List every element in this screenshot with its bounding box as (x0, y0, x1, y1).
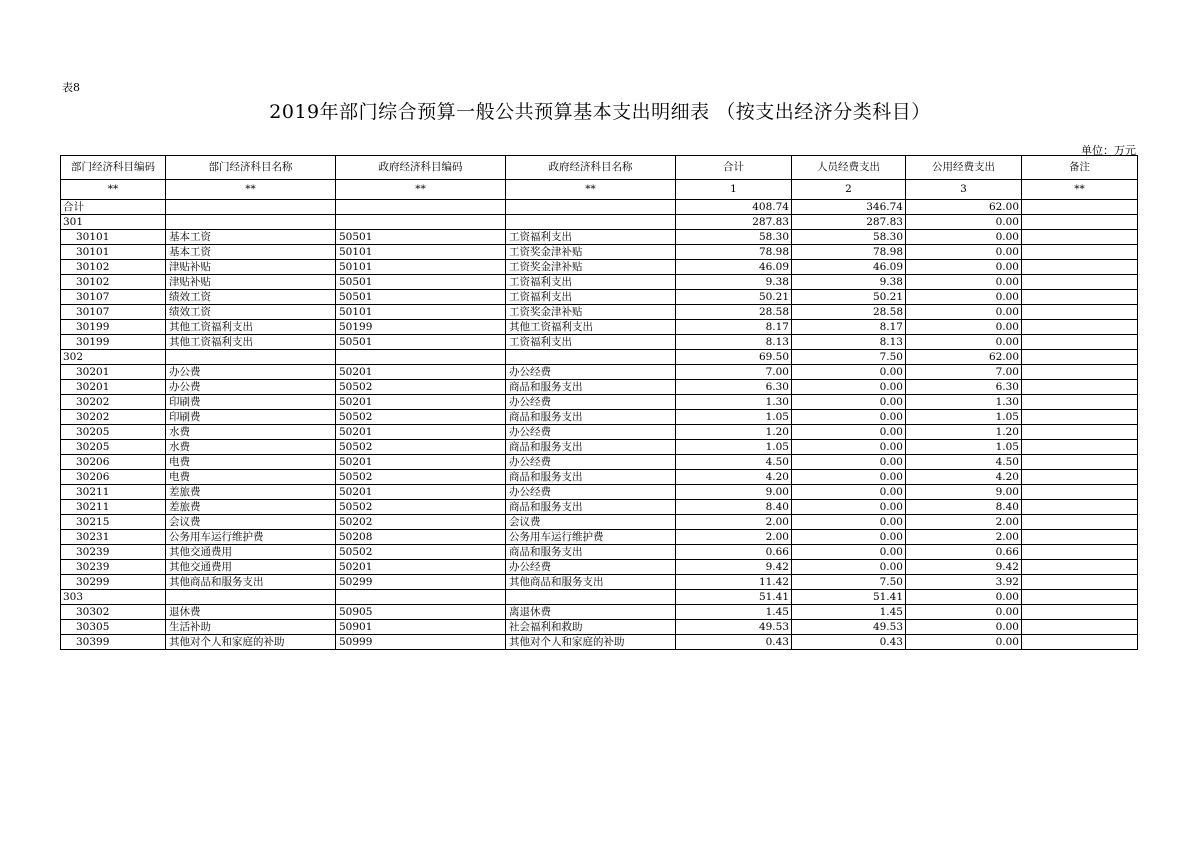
dept-code-cell: 30215 (61, 515, 166, 530)
table-row (61, 290, 1138, 305)
gov-name-cell: 办公经费 (506, 395, 676, 410)
gov-name-cell: 办公经费 (506, 560, 676, 575)
table-row (61, 575, 1138, 590)
total-cell: 0.43 (676, 635, 792, 650)
dept-code-cell: 30399 (61, 635, 166, 650)
dept-code-cell: 30239 (61, 545, 166, 560)
dept-code-cell: 30239 (61, 560, 166, 575)
dept-name-cell: 电费 (166, 455, 336, 470)
dept-code-cell: 301 (61, 215, 166, 230)
personnel-cell: 50.21 (792, 290, 906, 305)
personnel-cell: 0.00 (792, 485, 906, 500)
dept-name-cell: 基本工资 (166, 245, 336, 260)
dept-code-cell: 30199 (61, 335, 166, 350)
note-cell (1022, 350, 1138, 365)
gov-code-cell: 50101 (336, 260, 506, 275)
dept-name-cell: 绩效工资 (166, 290, 336, 305)
gov-name-cell: 办公经费 (506, 455, 676, 470)
gov-name-cell: 工资奖金津补贴 (506, 305, 676, 320)
public-cell: 1.05 (906, 410, 1022, 425)
public-cell: 0.00 (906, 620, 1022, 635)
index-cell: ** (61, 180, 166, 200)
public-cell: 0.00 (906, 215, 1022, 230)
total-cell: 58.30 (676, 230, 792, 245)
header-cell: 政府经济科目名称 (506, 156, 676, 180)
note-cell (1022, 560, 1138, 575)
dept-code-cell: 30201 (61, 380, 166, 395)
table-row (61, 335, 1138, 350)
gov-code-cell (336, 215, 506, 230)
total-cell: 408.74 (676, 200, 792, 215)
gov-code-cell: 50201 (336, 455, 506, 470)
table-row (61, 215, 1138, 230)
header-cell: 公用经费支出 (906, 156, 1022, 180)
dept-name-cell: 津贴补贴 (166, 275, 336, 290)
total-cell: 2.00 (676, 530, 792, 545)
gov-code-cell: 50101 (336, 305, 506, 320)
gov-code-cell: 50501 (336, 335, 506, 350)
personnel-cell: 0.00 (792, 470, 906, 485)
dept-name-cell: 办公费 (166, 380, 336, 395)
personnel-cell: 0.00 (792, 410, 906, 425)
personnel-cell: 9.38 (792, 275, 906, 290)
gov-name-cell: 商品和服务支出 (506, 410, 676, 425)
public-cell: 62.00 (906, 200, 1022, 215)
table-row (61, 515, 1138, 530)
dept-code-cell: 30199 (61, 320, 166, 335)
note-cell (1022, 275, 1138, 290)
total-cell: 1.05 (676, 440, 792, 455)
personnel-cell: 78.98 (792, 245, 906, 260)
gov-code-cell: 50101 (336, 245, 506, 260)
dept-code-cell: 30305 (61, 620, 166, 635)
personnel-cell: 346.74 (792, 200, 906, 215)
personnel-cell: 287.83 (792, 215, 906, 230)
gov-code-cell: 50202 (336, 515, 506, 530)
public-cell: 6.30 (906, 380, 1022, 395)
total-cell: 9.42 (676, 560, 792, 575)
note-cell (1022, 605, 1138, 620)
gov-name-cell: 商品和服务支出 (506, 440, 676, 455)
public-cell: 2.00 (906, 530, 1022, 545)
gov-name-cell: 会议费 (506, 515, 676, 530)
gov-name-cell: 其他对个人和家庭的补助 (506, 635, 676, 650)
note-cell (1022, 305, 1138, 320)
table-row (61, 350, 1138, 365)
total-cell: 11.42 (676, 575, 792, 590)
total-cell: 8.40 (676, 500, 792, 515)
note-cell (1022, 545, 1138, 560)
header-cell: 部门经济科目编码 (61, 156, 166, 180)
note-cell (1022, 515, 1138, 530)
dept-code-cell: 30202 (61, 395, 166, 410)
dept-name-cell: 其他商品和服务支出 (166, 575, 336, 590)
dept-code-cell: 30102 (61, 275, 166, 290)
personnel-cell: 58.30 (792, 230, 906, 245)
public-cell: 0.00 (906, 275, 1022, 290)
personnel-cell: 1.45 (792, 605, 906, 620)
public-cell: 4.50 (906, 455, 1022, 470)
dept-name-cell: 电费 (166, 470, 336, 485)
gov-code-cell: 50502 (336, 440, 506, 455)
public-cell: 0.00 (906, 320, 1022, 335)
personnel-cell: 0.00 (792, 545, 906, 560)
personnel-cell: 0.00 (792, 440, 906, 455)
index-cell: ** (166, 180, 336, 200)
gov-code-cell: 50501 (336, 290, 506, 305)
index-cell: ** (506, 180, 676, 200)
dept-name-cell (166, 350, 336, 365)
dept-name-cell: 差旅费 (166, 485, 336, 500)
dept-name-cell: 会议费 (166, 515, 336, 530)
personnel-cell: 46.09 (792, 260, 906, 275)
dept-code-cell: 30102 (61, 260, 166, 275)
personnel-cell: 0.00 (792, 560, 906, 575)
gov-name-cell: 商品和服务支出 (506, 470, 676, 485)
index-cell: 2 (792, 180, 906, 200)
public-cell: 2.00 (906, 515, 1022, 530)
dept-name-cell: 津贴补贴 (166, 260, 336, 275)
gov-code-cell: 50208 (336, 530, 506, 545)
personnel-cell: 0.00 (792, 425, 906, 440)
public-cell: 0.00 (906, 590, 1022, 605)
gov-code-cell: 50201 (336, 560, 506, 575)
gov-name-cell: 工资福利支出 (506, 230, 676, 245)
dept-name-cell: 其他工资福利支出 (166, 320, 336, 335)
table-row (61, 620, 1138, 635)
table-row (61, 425, 1138, 440)
dept-code-cell: 30101 (61, 245, 166, 260)
public-cell: 0.00 (906, 335, 1022, 350)
note-cell (1022, 290, 1138, 305)
dept-name-cell: 生活补助 (166, 620, 336, 635)
public-cell: 0.00 (906, 245, 1022, 260)
dept-code-cell: 30101 (61, 230, 166, 245)
total-cell: 8.17 (676, 320, 792, 335)
gov-code-cell (336, 350, 506, 365)
personnel-cell: 51.41 (792, 590, 906, 605)
table-row (61, 305, 1138, 320)
total-cell: 51.41 (676, 590, 792, 605)
personnel-cell: 0.00 (792, 395, 906, 410)
gov-code-cell: 50502 (336, 380, 506, 395)
personnel-cell: 0.00 (792, 530, 906, 545)
gov-code-cell: 50502 (336, 500, 506, 515)
total-cell: 78.98 (676, 245, 792, 260)
gov-code-cell: 50201 (336, 425, 506, 440)
public-cell: 0.00 (906, 605, 1022, 620)
dept-code-cell: 30201 (61, 365, 166, 380)
note-cell (1022, 440, 1138, 455)
table-row (61, 260, 1138, 275)
table-row (61, 245, 1138, 260)
note-cell (1022, 215, 1138, 230)
table-row (61, 440, 1138, 455)
gov-name-cell (506, 200, 676, 215)
gov-code-cell (336, 200, 506, 215)
gov-name-cell: 公务用车运行维护费 (506, 530, 676, 545)
personnel-cell: 7.50 (792, 350, 906, 365)
dept-code-cell: 302 (61, 350, 166, 365)
table-row (61, 545, 1138, 560)
gov-name-cell: 工资福利支出 (506, 335, 676, 350)
total-cell: 69.50 (676, 350, 792, 365)
public-cell: 0.00 (906, 230, 1022, 245)
note-cell (1022, 335, 1138, 350)
public-cell: 9.00 (906, 485, 1022, 500)
table-header (61, 156, 1138, 180)
personnel-cell: 0.00 (792, 515, 906, 530)
total-cell: 1.45 (676, 605, 792, 620)
gov-name-cell (506, 350, 676, 365)
note-cell (1022, 485, 1138, 500)
total-cell: 28.58 (676, 305, 792, 320)
dept-code-cell: 30211 (61, 485, 166, 500)
gov-name-cell (506, 590, 676, 605)
dept-code-cell: 30206 (61, 455, 166, 470)
table-row (61, 230, 1138, 245)
dept-code-cell: 30206 (61, 470, 166, 485)
personnel-cell: 0.43 (792, 635, 906, 650)
table-row (61, 470, 1138, 485)
gov-name-cell: 商品和服务支出 (506, 545, 676, 560)
dept-name-cell (166, 590, 336, 605)
public-cell: 0.00 (906, 290, 1022, 305)
gov-code-cell: 50199 (336, 320, 506, 335)
table-row (61, 410, 1138, 425)
dept-code-cell: 30202 (61, 410, 166, 425)
gov-name-cell: 办公经费 (506, 365, 676, 380)
index-cell: ** (1022, 180, 1138, 200)
public-cell: 4.20 (906, 470, 1022, 485)
note-cell (1022, 470, 1138, 485)
gov-code-cell: 50905 (336, 605, 506, 620)
public-cell: 0.00 (906, 260, 1022, 275)
table-body (61, 180, 1138, 650)
gov-name-cell: 离退休费 (506, 605, 676, 620)
gov-name-cell: 工资奖金津补贴 (506, 260, 676, 275)
personnel-cell: 0.00 (792, 500, 906, 515)
header-cell: 政府经济科目编码 (336, 156, 506, 180)
public-cell: 7.00 (906, 365, 1022, 380)
dept-name-cell: 差旅费 (166, 500, 336, 515)
dept-name-cell: 办公费 (166, 365, 336, 380)
gov-name-cell: 工资奖金津补贴 (506, 245, 676, 260)
table-row (61, 635, 1138, 650)
dept-name-cell: 其他对个人和家庭的补助 (166, 635, 336, 650)
dept-name-cell: 其他交通费用 (166, 545, 336, 560)
note-cell (1022, 530, 1138, 545)
dept-name-cell: 基本工资 (166, 230, 336, 245)
dept-name-cell: 退休费 (166, 605, 336, 620)
personnel-cell: 7.50 (792, 575, 906, 590)
note-cell (1022, 365, 1138, 380)
budget-table (60, 155, 1138, 650)
dept-code-cell: 30107 (61, 305, 166, 320)
dept-code-cell: 30107 (61, 290, 166, 305)
public-cell: 1.30 (906, 395, 1022, 410)
gov-name-cell (506, 215, 676, 230)
public-cell: 62.00 (906, 350, 1022, 365)
personnel-cell: 49.53 (792, 620, 906, 635)
personnel-cell: 0.00 (792, 455, 906, 470)
dept-name-cell: 公务用车运行维护费 (166, 530, 336, 545)
gov-code-cell: 50901 (336, 620, 506, 635)
note-cell (1022, 575, 1138, 590)
dept-name-cell: 水费 (166, 440, 336, 455)
gov-name-cell: 商品和服务支出 (506, 500, 676, 515)
total-cell: 4.50 (676, 455, 792, 470)
note-cell (1022, 590, 1138, 605)
gov-code-cell: 50501 (336, 230, 506, 245)
table-row (61, 530, 1138, 545)
note-cell (1022, 635, 1138, 650)
total-cell: 0.66 (676, 545, 792, 560)
index-cell: ** (336, 180, 506, 200)
dept-code-cell: 30231 (61, 530, 166, 545)
index-row (61, 180, 1138, 200)
public-cell: 1.05 (906, 440, 1022, 455)
public-cell: 0.00 (906, 305, 1022, 320)
note-cell (1022, 410, 1138, 425)
table-row (61, 365, 1138, 380)
header-cell: 部门经济科目名称 (166, 156, 336, 180)
dept-name-cell: 水费 (166, 425, 336, 440)
table-row (61, 560, 1138, 575)
unit-label: 单位：万元 (1081, 144, 1136, 157)
page-title: 2019年部门综合预算一般公共预算基本支出明细表 （按支出经济分类科目） (269, 101, 931, 123)
gov-code-cell: 50502 (336, 545, 506, 560)
dept-name-cell: 印刷费 (166, 410, 336, 425)
public-cell: 0.00 (906, 635, 1022, 650)
dept-name-cell (166, 215, 336, 230)
total-cell: 8.13 (676, 335, 792, 350)
dept-name-cell: 其他交通费用 (166, 560, 336, 575)
note-cell (1022, 200, 1138, 215)
note-cell (1022, 425, 1138, 440)
gov-code-cell: 50299 (336, 575, 506, 590)
gov-name-cell: 其他工资福利支出 (506, 320, 676, 335)
note-cell (1022, 245, 1138, 260)
gov-name-cell: 工资福利支出 (506, 275, 676, 290)
public-cell: 3.92 (906, 575, 1022, 590)
personnel-cell: 8.17 (792, 320, 906, 335)
total-cell: 49.53 (676, 620, 792, 635)
table-row (61, 605, 1138, 620)
gov-name-cell: 社会福利和救助 (506, 620, 676, 635)
table-number: 表8 (62, 81, 80, 94)
note-cell (1022, 395, 1138, 410)
dept-name-cell: 其他工资福利支出 (166, 335, 336, 350)
dept-name-cell: 绩效工资 (166, 305, 336, 320)
gov-code-cell: 50502 (336, 410, 506, 425)
dept-name-cell (166, 200, 336, 215)
total-cell: 46.09 (676, 260, 792, 275)
dept-code-cell: 30205 (61, 425, 166, 440)
table-row (61, 395, 1138, 410)
public-cell: 0.66 (906, 545, 1022, 560)
gov-name-cell: 办公经费 (506, 485, 676, 500)
header-cell: 备注 (1022, 156, 1138, 180)
gov-code-cell: 50501 (336, 275, 506, 290)
dept-name-cell: 印刷费 (166, 395, 336, 410)
personnel-cell: 0.00 (792, 365, 906, 380)
index-cell: 1 (676, 180, 792, 200)
gov-name-cell: 办公经费 (506, 425, 676, 440)
public-cell: 1.20 (906, 425, 1022, 440)
total-cell: 1.30 (676, 395, 792, 410)
gov-name-cell: 商品和服务支出 (506, 380, 676, 395)
total-cell: 4.20 (676, 470, 792, 485)
personnel-cell: 0.00 (792, 380, 906, 395)
total-cell: 9.00 (676, 485, 792, 500)
dept-code-cell: 合计 (61, 200, 166, 215)
public-cell: 9.42 (906, 560, 1022, 575)
total-cell: 2.00 (676, 515, 792, 530)
personnel-cell: 28.58 (792, 305, 906, 320)
note-cell (1022, 260, 1138, 275)
note-cell (1022, 500, 1138, 515)
note-cell (1022, 320, 1138, 335)
index-cell: 3 (906, 180, 1022, 200)
gov-name-cell: 工资福利支出 (506, 290, 676, 305)
note-cell (1022, 380, 1138, 395)
personnel-cell: 8.13 (792, 335, 906, 350)
gov-code-cell (336, 590, 506, 605)
total-cell: 6.30 (676, 380, 792, 395)
total-cell: 287.83 (676, 215, 792, 230)
table-row (61, 455, 1138, 470)
table-row (61, 485, 1138, 500)
table-row (61, 380, 1138, 395)
public-cell: 8.40 (906, 500, 1022, 515)
note-cell (1022, 455, 1138, 470)
table-row (61, 500, 1138, 515)
gov-code-cell: 50201 (336, 395, 506, 410)
table-row (61, 275, 1138, 290)
gov-code-cell: 50201 (336, 365, 506, 380)
dept-code-cell: 30299 (61, 575, 166, 590)
table-row (61, 320, 1138, 335)
gov-name-cell: 其他商品和服务支出 (506, 575, 676, 590)
note-cell (1022, 620, 1138, 635)
total-cell: 7.00 (676, 365, 792, 380)
table-row (61, 200, 1138, 215)
note-cell (1022, 230, 1138, 245)
dept-code-cell: 30211 (61, 500, 166, 515)
dept-code-cell: 30205 (61, 440, 166, 455)
dept-code-cell: 303 (61, 590, 166, 605)
header-cell: 合计 (676, 156, 792, 180)
header-cell: 人员经费支出 (792, 156, 906, 180)
dept-code-cell: 30302 (61, 605, 166, 620)
total-cell: 1.20 (676, 425, 792, 440)
table-row (61, 590, 1138, 605)
total-cell: 1.05 (676, 410, 792, 425)
total-cell: 9.38 (676, 275, 792, 290)
gov-code-cell: 50201 (336, 485, 506, 500)
total-cell: 50.21 (676, 290, 792, 305)
header-row (61, 156, 1138, 180)
gov-code-cell: 50999 (336, 635, 506, 650)
gov-code-cell: 50502 (336, 470, 506, 485)
